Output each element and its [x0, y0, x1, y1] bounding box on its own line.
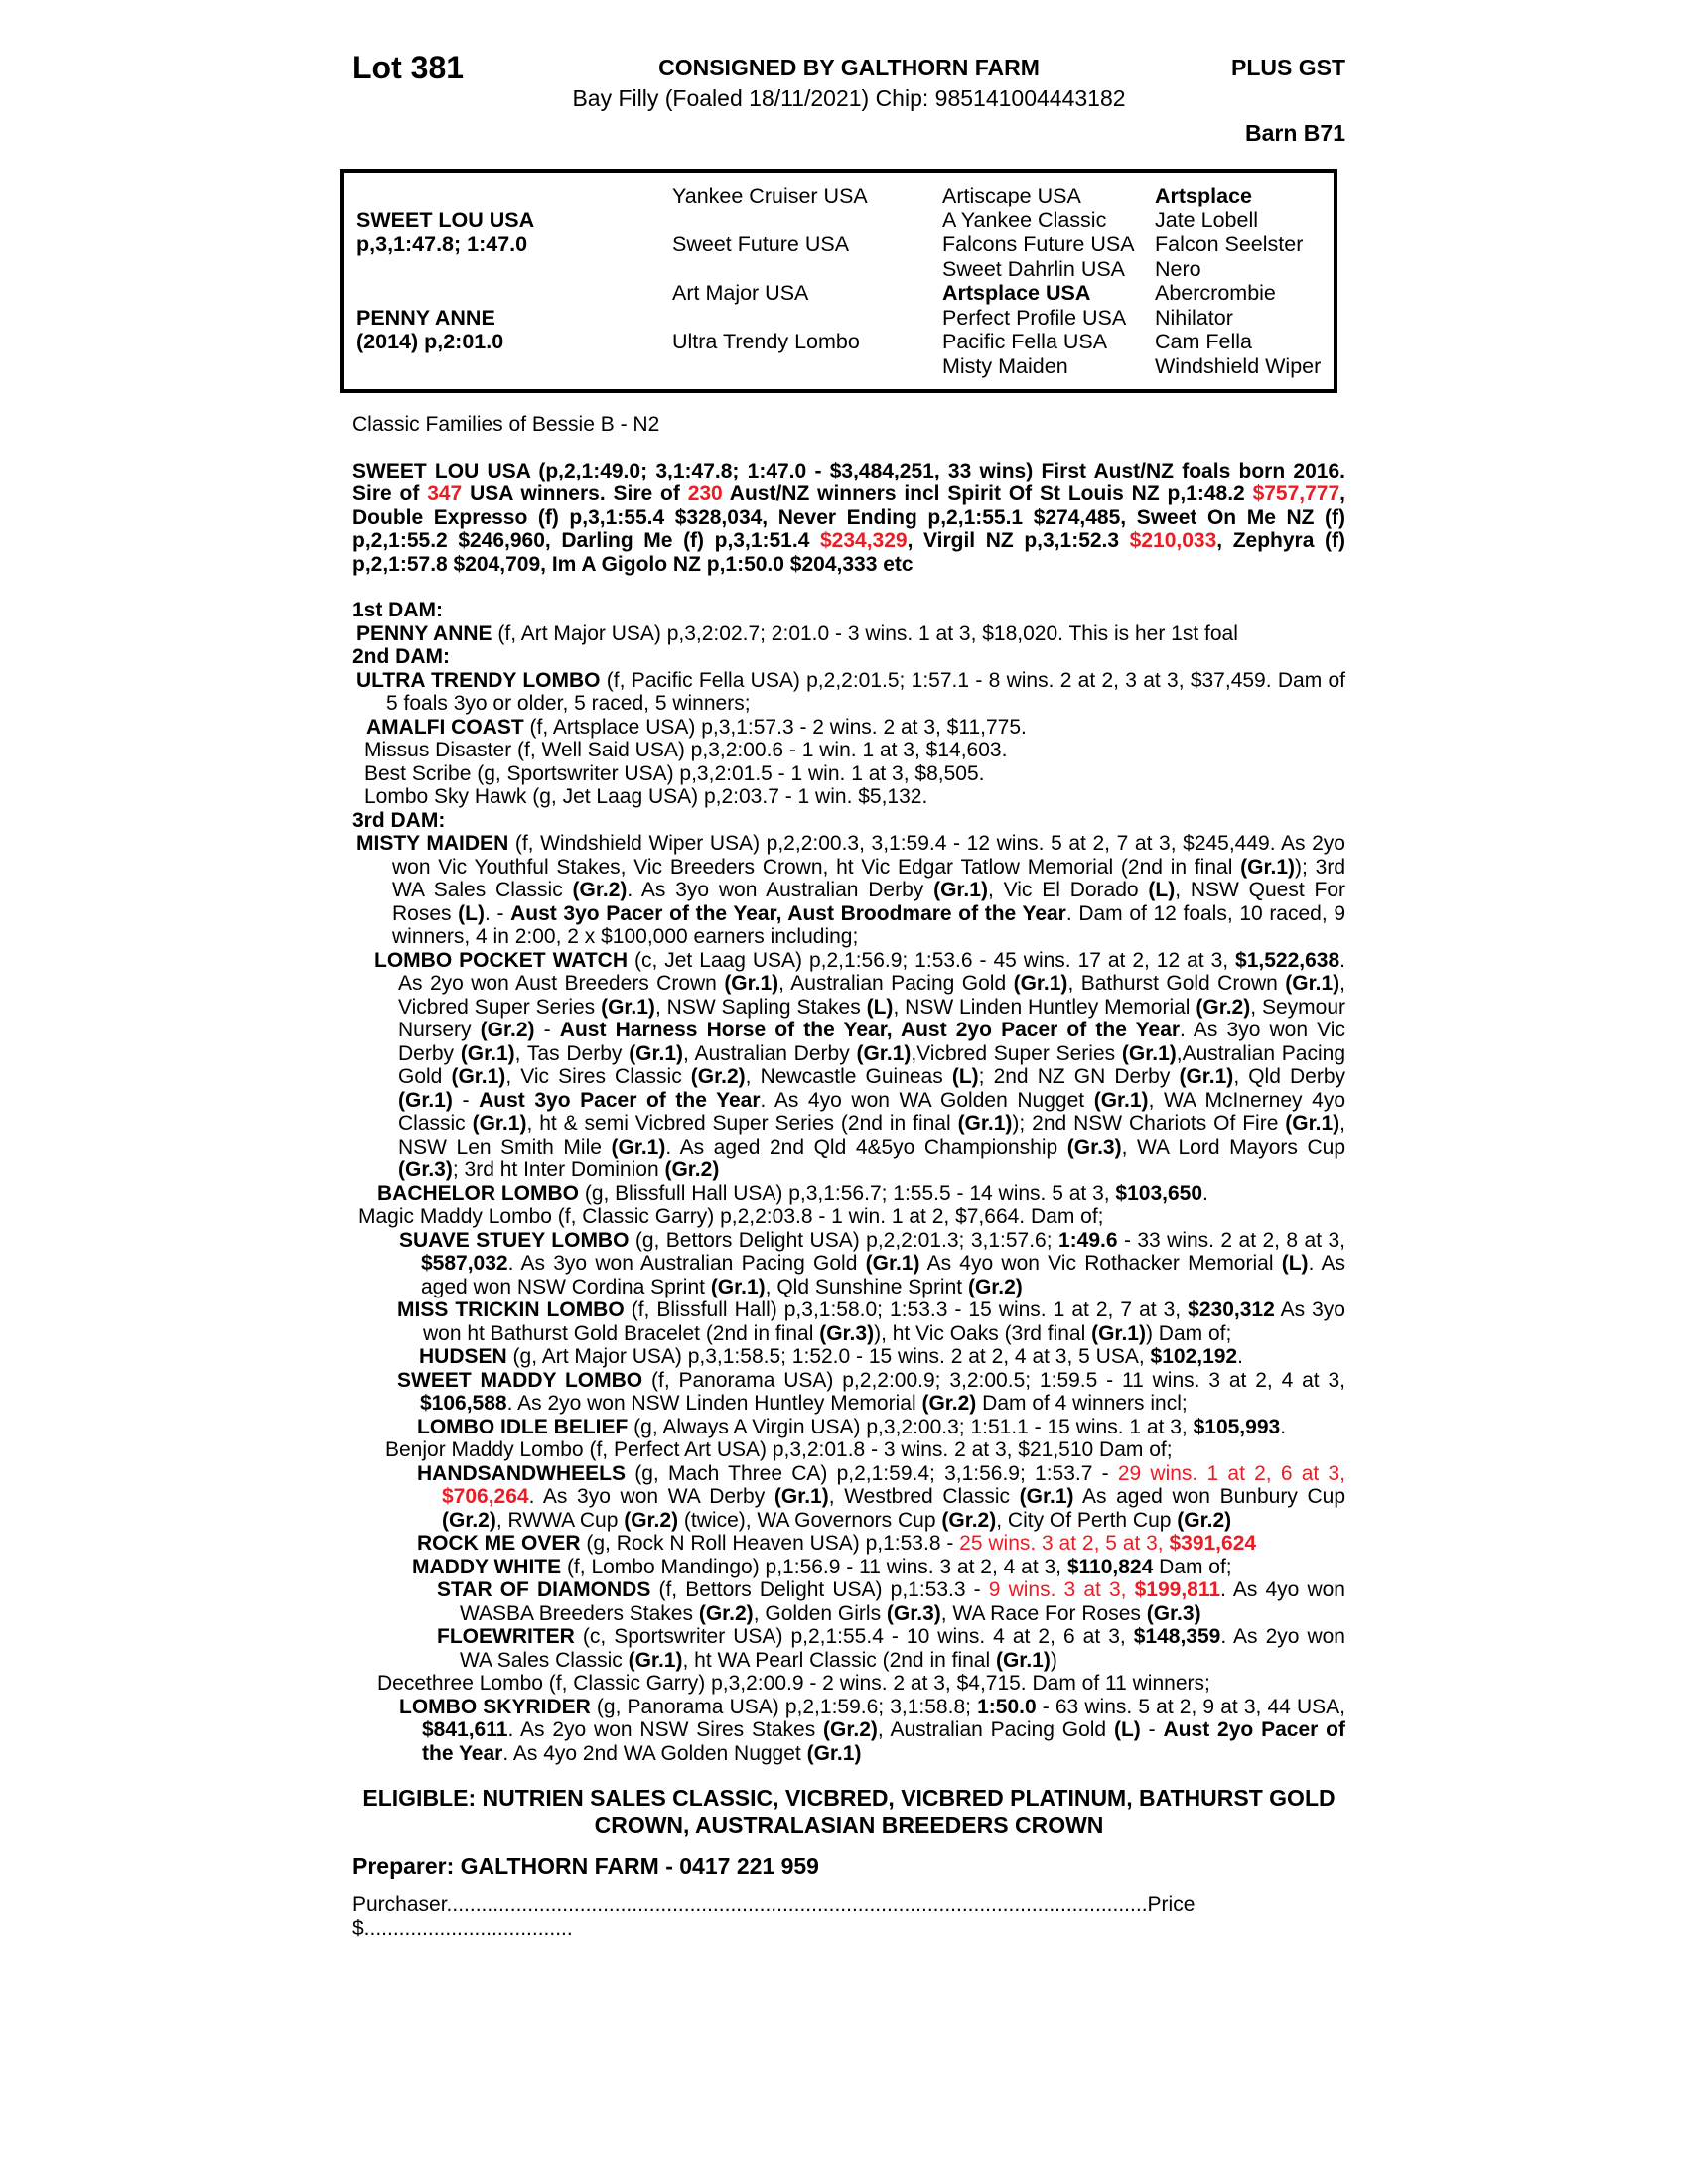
text-segment: $210,033 [1129, 529, 1217, 552]
foaling-info: Bay Filly (Foaled 18/11/2021) Chip: 985141004443182 [572, 85, 1126, 111]
text-segment: (L) [951, 1065, 979, 1088]
text-segment: ELIGIBLE: NUTRIEN SALES CLASSIC, VICBRED, VICBRED PLATINUM, BATHURST GOLD CROWN, AUSTRALASIAN BREEDERS CROWN [362, 1785, 1336, 1838]
text-segment: $110,824 [1066, 1555, 1154, 1578]
text-segment: ; 2nd NZ GN Derby [978, 1065, 1180, 1088]
para-lombo-skyrider [352, 1696, 1345, 1766]
para-hudsen [352, 1345, 1345, 1369]
pedigree-cell: Artsplace USA [942, 281, 1091, 305]
text-segment: Lombo Sky Hawk (g, Jet Laag USA) p,2:03.7 - 1 win. $5,132. [364, 785, 928, 808]
text-segment: . As 2yo won Aust Breeders Crown [398, 948, 1345, 995]
text-segment: , Australian Pacing Gold [778, 972, 1014, 995]
text-segment: 29 wins. 1 at 2, 6 at 3, [1117, 1461, 1345, 1485]
pedigree-cell-empty [356, 184, 672, 208]
text-segment: (g, Blissfull Hall USA) p,3,1:56.7; 1:55.5 - 14 wins. 5 at 3, [579, 1181, 1116, 1205]
text-segment: (g, Panorama USA) p,2,1:59.6; 3,1:58.8; [590, 1695, 978, 1718]
text-segment: . As 4yo 2nd WA Golden Nugget [502, 1741, 807, 1765]
text-segment: , Virgil NZ p,3,1:52.3 [907, 529, 1130, 552]
text-segment: $1,522,638 [1235, 948, 1340, 972]
text-segment: (Gr.2) [690, 1065, 746, 1088]
text-segment: (Gr.1) [628, 1648, 683, 1672]
pedigree-cell: Abercrombie [1155, 281, 1276, 305]
text-segment: - 33 wins. 2 at 2, 8 at 3, [1117, 1228, 1345, 1252]
text-segment: (f, Blissfull Hall) p,3,1:58.0; 1:53.3 - 15 wins. 1 at 2, 7 at 3, [624, 1298, 1189, 1321]
text-segment: PENNY ANNE [356, 621, 492, 645]
paragraph-gap [352, 1765, 1345, 1785]
pedigree-cell: Nihilator [1155, 305, 1233, 330]
text-segment: (Gr.1) [856, 1041, 912, 1065]
text-segment: $105,993 [1193, 1415, 1281, 1438]
text-segment: (Gr.1) [1091, 1321, 1146, 1345]
text-segment: (Gr.2) [941, 1508, 997, 1532]
pedigree-cell: Nero [1155, 256, 1201, 281]
text-segment: , ht WA Pearl Classic (2nd in final [682, 1648, 996, 1672]
text-segment: Aust 3yo Pacer of the Year, Aust Broodmare of the Year [510, 901, 1066, 925]
text-segment: (Gr.1) [398, 1088, 453, 1112]
text-segment: 1st DAM: [352, 599, 444, 621]
text-segment: . As 3yo won Australian Pacing Gold [507, 1252, 866, 1275]
pedigree-cell: Sweet Future USA [672, 232, 850, 256]
text-segment: Aust Harness Horse of the Year, Aust 2yo Pacer of the Year [559, 1019, 1181, 1041]
pedigree-table [340, 169, 1337, 393]
text-segment: , Bathurst Gold Crown [1067, 972, 1286, 995]
text-segment: (Gr.1) [1285, 1112, 1340, 1135]
plus-gst-label: PLUS GST [1230, 55, 1345, 80]
text-segment: - [534, 1019, 560, 1041]
text-segment: USA winners. Sire of [462, 482, 688, 505]
text-segment: , WA Lord Mayors Cup [1121, 1135, 1346, 1159]
text-segment: . [1280, 1415, 1287, 1438]
text-segment: ), ht Vic Oaks (3rd final [874, 1321, 1092, 1345]
text-segment: SUAVE STUEY LOMBO [399, 1228, 630, 1252]
text-segment: 1:50.0 [977, 1695, 1037, 1718]
text-segment: STAR OF DIAMONDS [437, 1578, 651, 1601]
text-segment: Aust 3yo Pacer of the Year [479, 1088, 761, 1112]
text-segment: $841,611 [422, 1718, 508, 1741]
text-segment: FLOEWRITER [437, 1625, 575, 1648]
heading-1st-dam [352, 599, 1345, 622]
text-segment: (Gr.2) [624, 1508, 679, 1532]
text-segment: ) [1050, 1648, 1057, 1672]
text-segment: 230 [687, 482, 723, 505]
text-segment: , NSW Linden Huntley Memorial [893, 995, 1196, 1019]
pedigree-cell: p,3,1:47.8; 1:47.0 [356, 232, 528, 256]
text-segment: (Gr.1) [1093, 1088, 1149, 1112]
text-segment: - [1140, 1718, 1164, 1741]
pedigree-cell-empty [672, 354, 942, 379]
consignor-title: CONSIGNED BY GALTHORN FARM [658, 55, 1040, 80]
text-segment: (Gr.1) [1240, 855, 1296, 879]
text-segment: (Gr.3) [1146, 1601, 1201, 1625]
text-segment: Missus Disaster (f, Well Said USA) p,3,2:00.6 - 1 win. 1 at 3, $14,603. [364, 739, 1008, 761]
text-segment: $103,650 [1115, 1181, 1203, 1205]
text-segment: (g, Rock N Roll Heaven USA) p,1:53.8 - [580, 1532, 960, 1555]
text-segment: , Tas Derby [514, 1041, 630, 1065]
text-segment: (Gr.1) [1121, 1041, 1177, 1065]
text-segment: MISS TRICKIN LOMBO [397, 1298, 625, 1321]
text-segment: (Gr.1) [933, 879, 988, 901]
para-floewriter [352, 1625, 1345, 1672]
eligible-note [352, 1785, 1345, 1838]
text-segment: (Gr.1) [1019, 1485, 1074, 1508]
text-segment: $757,777 [1252, 482, 1340, 505]
text-segment: - [452, 1088, 480, 1112]
text-segment: (Gr.2) [480, 1019, 535, 1041]
pedigree-cell: Falcon Seelster [1155, 232, 1304, 256]
text-segment: MISTY MAIDEN [356, 832, 509, 855]
para-magic-maddy-lombo [352, 1205, 1345, 1229]
para-benjor-maddy-lombo [352, 1438, 1345, 1462]
text-segment: 25 wins. 3 at 2, 5 at 3, [959, 1532, 1170, 1555]
text-segment: (g, Bettors Delight USA) p,2,2:01.3; 3,1:57.6; [629, 1228, 1058, 1252]
text-segment: , Vic El Dorado [987, 879, 1149, 901]
para-amalfi-coast [352, 716, 1345, 740]
text-segment: (f, Windshield Wiper USA) p,2,2:00.3, 3,1:59.4 - 12 wins. 5 at 2, 7 at 3, $245,449. As 2yo won Vic Youthful Stakes, Vic Breeders Crown, ht Vic Edgar Tatlow Memorial (2nd in final [392, 832, 1345, 879]
para-rock-me-over [352, 1532, 1345, 1556]
text-segment: 2nd DAM: [352, 645, 450, 668]
pedigree-cell: PENNY ANNE [356, 305, 495, 330]
text-segment: (Gr.1) [957, 1112, 1013, 1135]
text-segment: . - [485, 901, 511, 925]
text-segment: 9 wins. 3 at 3, [988, 1578, 1135, 1601]
pedigree-cell: Jate Lobell [1155, 207, 1258, 232]
text-segment: (g, Mach Three CA) p,2,1:59.4; 3,1:56.9; 1:53.7 - [626, 1461, 1118, 1485]
text-segment: , Vic Sires Classic [505, 1065, 691, 1088]
text-segment: BACHELOR LOMBO [377, 1181, 579, 1205]
text-segment: 347 [427, 482, 463, 505]
text-segment: (Gr.1) [724, 972, 779, 995]
text-segment: , Vicbred Super Series [398, 972, 1345, 1019]
text-segment: (Gr.1) [451, 1065, 506, 1088]
heading-2nd-dam [352, 645, 1345, 669]
text-segment: ; 3rd ht Inter Dominion [452, 1159, 665, 1181]
para-misty-maiden [352, 832, 1345, 949]
classic-families [352, 413, 1345, 437]
text-segment: , City Of Perth Cup [996, 1508, 1178, 1532]
paragraph-gap [352, 437, 1345, 460]
text-segment: Aust 2yo Pacer of the Year [422, 1718, 1345, 1765]
paragraph-gap [352, 1879, 1345, 1893]
pedigree-cell: Sweet Dahrlin USA [942, 256, 1126, 281]
text-segment: (Gr.2) [1177, 1508, 1232, 1532]
text-segment: , Australian Pacing Gold [877, 1718, 1114, 1741]
text-segment: (Gr.1) [995, 1648, 1051, 1672]
text-segment: (Gr.2) [572, 879, 628, 901]
text-segment: , Golden Girls [753, 1601, 887, 1625]
text-segment: (Gr.1) [601, 995, 655, 1019]
text-segment: Magic Maddy Lombo (f, Classic Garry) p,2,2:03.8 - 1 win. 1 at 2, $7,664. Dam of; [358, 1205, 1104, 1228]
text-segment: $230,312 [1188, 1298, 1275, 1321]
text-segment: (f, Lombo Mandingo) p,1:56.9 - 11 wins. 3 at 2, 4 at 3, [561, 1555, 1067, 1578]
para-lombo-sky-hawk [352, 785, 1345, 809]
pedigree-cell-empty [356, 281, 672, 306]
text-segment: . As 2yo won WA Sales Classic [460, 1625, 1345, 1672]
pedigree-cell: A Yankee Classic [942, 207, 1107, 232]
pedigree-cell: Ultra Trendy Lombo [672, 330, 860, 353]
text-segment: LOMBO IDLE BELIEF [417, 1415, 629, 1438]
text-segment: ) Dam of; [1145, 1321, 1232, 1345]
text-segment: , NSW Sapling Stakes [654, 995, 867, 1019]
para-handsandwheels [352, 1462, 1345, 1533]
text-segment: (c, Jet Laag USA) p,2,1:56.9; 1:53.6 - 45 wins. 17 at 2, 12 at 3, [628, 948, 1236, 972]
text-segment: Best Scribe (g, Sportswriter USA) p,3,2:01.5 - 1 win. 1 at 3, $8,505. [364, 761, 985, 785]
text-segment: (Gr.1) [806, 1741, 862, 1765]
text-segment: MADDY WHITE [412, 1555, 562, 1578]
text-segment: (Gr.3) [819, 1321, 875, 1345]
text-segment: Purchaser.........................................................................................................................Price $.................................... [352, 1893, 1196, 1940]
purchaser-price-line [352, 1893, 1345, 1940]
text-segment: , Zephyra (f) p,2,1:57.8 $204,709, Im A Gigolo NZ p,1:50.0 $204,333 etc [352, 529, 1345, 576]
preparer-line [352, 1853, 1345, 1879]
pedigree-cell: Art Major USA [672, 281, 809, 305]
text-segment: (Gr.2) [442, 1508, 496, 1532]
para-suave-stuey-lombo [352, 1229, 1345, 1299]
para-bachelor-lombo [352, 1182, 1345, 1206]
text-segment: (L) [458, 901, 485, 925]
text-segment: - 63 wins. 5 at 2, 9 at 3, 44 USA, [1036, 1695, 1345, 1718]
text-segment: . As aged won NSW Cordina Sprint [421, 1252, 1345, 1298]
text-segment: (Gr.1) [710, 1275, 766, 1298]
text-segment: (Gr.2) [698, 1601, 754, 1625]
body-text [352, 413, 1345, 1940]
para-star-of-diamonds [352, 1578, 1345, 1625]
heading-3rd-dam [352, 809, 1345, 833]
text-segment: . As 2yo won NSW Sires Stakes [507, 1718, 824, 1741]
text-segment: (g, Art Major USA) p,3,1:58.5; 1:52.0 - 15 wins. 2 at 2, 4 at 3, 5 USA, [506, 1345, 1151, 1368]
text-segment: (Gr.2) [921, 1392, 977, 1415]
text-segment: (Gr.1) [629, 1041, 684, 1065]
text-segment: AMALFI COAST [366, 715, 524, 739]
text-segment: (L) [1113, 1718, 1141, 1741]
text-segment: . As 4yo won WA Golden Nugget [760, 1088, 1094, 1112]
text-segment: (L) [1281, 1252, 1309, 1275]
lot-number: Lot 381 [352, 50, 465, 85]
text-segment: . As 4yo won WASBA Breeders Stakes [460, 1578, 1345, 1625]
text-segment: . [1202, 1181, 1208, 1205]
text-segment: (Gr.1) [1285, 972, 1340, 995]
text-segment: Dam of 4 winners incl; [976, 1392, 1188, 1415]
text-segment: (L) [866, 995, 894, 1019]
text-segment: , NSW Quest For Roses [392, 879, 1346, 925]
text-segment: . As aged 2nd Qld 4&5yo Championship [665, 1135, 1067, 1159]
text-segment: $106,588 [420, 1392, 507, 1415]
text-segment: As aged won Bunbury Cup [1073, 1485, 1345, 1508]
pedigree-cell: Artiscape USA [942, 184, 1081, 207]
paragraph-gap [352, 576, 1345, 599]
pedigree-cell: Falcons Future USA [942, 232, 1135, 256]
text-segment: $148,359 [1133, 1625, 1221, 1648]
text-segment: (Gr.3) [886, 1601, 941, 1625]
text-segment: (Gr.3) [1066, 1135, 1122, 1159]
pedigree-cell-empty [356, 257, 672, 282]
pedigree-cell: (2014) p,2:01.0 [356, 330, 504, 353]
text-segment: Benjor Maddy Lombo (f, Perfect Art USA) p,3,2:01.8 - 3 wins. 2 at 3, $21,510 Dam of; [385, 1438, 1173, 1461]
text-segment: (Gr.2) [823, 1718, 878, 1741]
pedigree-cell: Artsplace [1155, 184, 1252, 207]
pedigree-cell-empty [672, 257, 942, 282]
text-segment: (g, Always A Virgin USA) p,3,2:00.3; 1:51.1 - 15 wins. 1 at 3, [628, 1415, 1194, 1438]
pedigree-cell: Cam Fella [1155, 330, 1252, 353]
pedigree-cell: Windshield Wiper [1155, 353, 1322, 378]
para-maddy-white [352, 1556, 1345, 1579]
para-lombo-pocket-watch [352, 949, 1345, 1182]
text-segment: SWEET LOU USA (p,2,1:49.0; 3,1:47.8; 1:47.0 - $3,484,251, 33 wins) First Aust/NZ foals born 2016. Sire of [352, 459, 1345, 505]
sire-summary [352, 460, 1345, 577]
text-segment: (Gr.3) [398, 1159, 453, 1181]
para-lombo-idle-belief [352, 1416, 1345, 1439]
para-decethree-lombo [352, 1672, 1345, 1696]
text-segment: $706,264 [442, 1485, 529, 1508]
text-segment: (f, Panorama USA) p,2,2:00.9; 3,2:00.5; 1:59.5 - 11 wins. 3 at 2, 4 at 3, [642, 1368, 1345, 1392]
text-segment: LOMBO SKYRIDER [399, 1695, 591, 1718]
text-segment: , Australian Derby [683, 1041, 857, 1065]
text-segment: (L) [1148, 879, 1176, 901]
text-segment: $587,032 [421, 1252, 508, 1275]
text-segment: 3rd DAM: [352, 808, 446, 832]
text-segment: , Seymour Nursery [398, 995, 1345, 1041]
text-segment: (Gr.1) [865, 1252, 920, 1275]
text-segment: SWEET MADDY LOMBO [397, 1368, 643, 1392]
text-segment: . Dam of 12 foals, 10 raced, 9 winners, 4 in 2:00, 2 x $100,000 earners including; [392, 901, 1346, 948]
text-segment: . [1237, 1345, 1243, 1368]
text-segment: HUDSEN [419, 1345, 507, 1368]
content-column [352, 0, 1345, 1940]
pedigree-cell-empty [672, 306, 942, 331]
text-segment: (f, Bettors Delight USA) p,1:53.3 - [650, 1578, 989, 1601]
text-segment: , WA Race For Roses [940, 1601, 1147, 1625]
text-segment: (f, Art Major USA) p,3,2:02.7; 2:01.0 - 3 wins. 1 at 3, $18,020. This is her 1st foal [492, 621, 1238, 645]
para-missus-disaster [352, 739, 1345, 762]
text-segment: . As 3yo won Australian Derby [627, 879, 934, 901]
text-segment: 1:49.6 [1057, 1228, 1118, 1252]
text-segment: Decethree Lombo (f, Classic Garry) p,3,2:00.9 - 2 wins. 2 at 3, $4,715. Dam of 11 winners; [377, 1672, 1210, 1695]
text-segment: (Gr.2) [1196, 995, 1251, 1019]
text-segment: (Gr.1) [1179, 1065, 1234, 1088]
text-segment: LOMBO POCKET WATCH [374, 948, 628, 972]
para-miss-trickin-lombo [352, 1298, 1345, 1345]
pedigree-cell: Misty Maiden [942, 353, 1068, 378]
text-segment: (twice), WA Governors Cup [678, 1508, 942, 1532]
barn-number: Barn B71 [1245, 120, 1345, 146]
para-penny-anne [352, 622, 1345, 646]
text-segment: HANDSANDWHEELS [417, 1461, 626, 1485]
text-segment: $199,811 [1134, 1578, 1221, 1601]
pedigree-cell-empty [672, 208, 942, 233]
paragraph-gap [352, 1838, 1345, 1853]
text-segment: Dam of; [1153, 1555, 1232, 1578]
text-segment: ROCK ME OVER [417, 1532, 581, 1555]
text-segment: $391,624 [1169, 1532, 1257, 1555]
text-segment: , Qld Derby [1233, 1065, 1346, 1088]
text-segment: $234,329 [819, 529, 908, 552]
text-segment: (Gr.2) [967, 1275, 1023, 1298]
text-segment: As 4yo won Vic Rothacker Memorial [919, 1252, 1282, 1275]
text-segment: (Gr.1) [1013, 972, 1068, 995]
text-segment: Preparer: GALTHORN FARM - 0417 221 959 [352, 1853, 819, 1879]
text-segment: ULTRA TRENDY LOMBO [356, 668, 601, 692]
text-segment: (c, Sportswriter USA) p,2,1:55.4 - 10 wins. 4 at 2, 6 at 3, [574, 1625, 1134, 1648]
para-best-scribe [352, 762, 1345, 786]
text-segment: (Gr.1) [472, 1112, 527, 1135]
text-segment: (Gr.2) [664, 1159, 720, 1181]
text-segment: (Gr.1) [460, 1041, 515, 1065]
text-segment: ,Vicbred Super Series [911, 1041, 1122, 1065]
header-row [352, 50, 1345, 85]
pedigree-cell-empty [356, 354, 672, 379]
text-segment: ); 2nd NSW Chariots Of Fire [1012, 1112, 1286, 1135]
text-segment: . As 2yo won NSW Linden Huntley Memorial [506, 1392, 922, 1415]
text-segment: ,Australian Pacing Gold [398, 1041, 1345, 1088]
text-segment: , Qld Sunshine Sprint [765, 1275, 968, 1298]
pedigree-cell: Pacific Fella USA [942, 330, 1108, 353]
text-segment: (Gr.1) [611, 1135, 666, 1159]
text-segment: (f, Artsplace USA) p,3,1:57.3 - 2 wins. 2 at 3, $11,775. [523, 715, 1027, 739]
pedigree-cell: Yankee Cruiser USA [672, 184, 868, 207]
text-segment: , Newcastle Guineas [745, 1065, 952, 1088]
text-segment: , RWWA Cup [495, 1508, 625, 1532]
text-segment: , Westbred Classic [828, 1485, 1020, 1508]
text-segment: Aust/NZ winners incl Spirit Of St Louis NZ p,1:48.2 [722, 482, 1253, 505]
pedigree-cell: SWEET LOU USA [356, 207, 535, 232]
text-segment: ); 3rd WA Sales Classic [392, 855, 1345, 901]
text-segment: (Gr.1) [774, 1485, 829, 1508]
para-ultra-trendy-lombo [352, 669, 1345, 716]
pedigree-cell: Perfect Profile USA [942, 305, 1127, 330]
para-sweet-maddy-lombo [352, 1369, 1345, 1416]
text-segment: , NSW Len Smith Mile [398, 1112, 1345, 1159]
text-segment: , ht & semi Vicbred Super Series (2nd in final [526, 1112, 958, 1135]
text-segment: As 3yo won ht Bathurst Gold Bracelet (2nd in final [423, 1298, 1345, 1345]
text-segment: $102,192 [1150, 1345, 1238, 1368]
text-segment: , Double Expresso (f) p,3,1:55.4 $328,034, Never Ending p,2,1:55.1 $274,485, Sweet On Me NZ (f) p,2,1:55.2 $246,960, Darling Me (f) p,3,1:51.4 [352, 482, 1345, 552]
text-segment: . As 3yo won WA Derby [528, 1485, 774, 1508]
text-segment: (f, Pacific Fella USA) p,2,2:01.5; 1:57.1 - 8 wins. 2 at 2, 3 at 3, $37,459. Dam of 5 foals 3yo or older, 5 raced, 5 winners; [386, 668, 1345, 715]
text-segment: . As 3yo won Vic Derby [398, 1019, 1345, 1065]
text-segment: Classic Families of Bessie B - N2 [352, 413, 660, 436]
text-segment: , WA McInerney 4yo Classic [398, 1088, 1346, 1135]
